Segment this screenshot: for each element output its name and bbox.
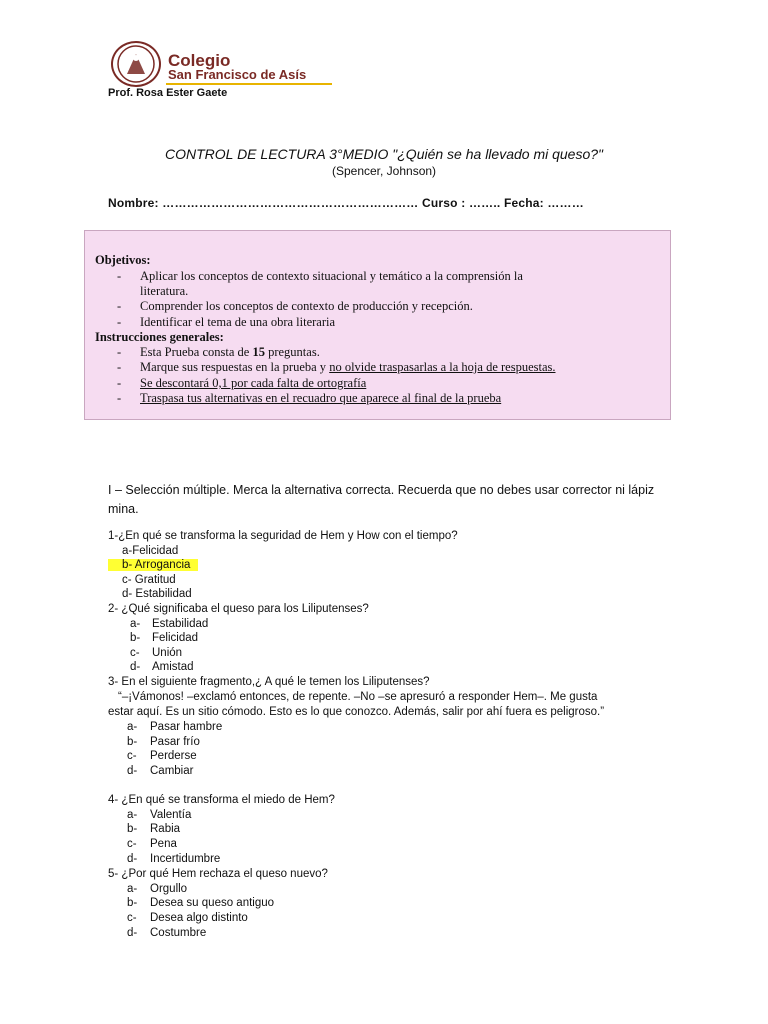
q5-option-c[interactable]: Desea algo distinto xyxy=(150,912,248,924)
q5-option-c-letter: c- xyxy=(127,912,137,924)
school-crest-icon xyxy=(114,44,158,84)
objectives-heading: Objetivos: xyxy=(95,253,151,267)
q1-option-c[interactable]: c- Gratitud xyxy=(122,574,176,586)
question-5: 5- ¿Por qué Hem rechaza el queso nuevo? xyxy=(108,868,328,880)
q4-option-a[interactable]: Valentía xyxy=(150,809,192,821)
q2-option-b-selected[interactable]: Felicidad xyxy=(152,632,199,644)
q5-option-a-letter: a- xyxy=(127,883,138,895)
q3-option-c[interactable]: Perderse xyxy=(150,750,197,762)
document-title: CONTROL DE LECTURA 3°MEDIO "¿Quién se ha llevado mi queso?" xyxy=(164,146,604,162)
school-name-line1: Colegio xyxy=(168,51,231,70)
instruction-item: - Marque sus respuestas en la prueba y no olvide traspasarlas a la hoja de respuestas. xyxy=(117,360,556,374)
school-logo-seal xyxy=(111,41,161,87)
q3-option-c-letter: c- xyxy=(127,750,137,762)
q5-option-b[interactable]: Desea su queso antiguo xyxy=(150,897,275,909)
objective-item-continuation: literatura. xyxy=(140,284,189,298)
q2-option-c[interactable]: Unión xyxy=(152,647,183,659)
q4-option-b-selected[interactable]: Rabia xyxy=(150,823,181,835)
section-heading: I – Selección múltiple. Merca la alternativa correcta. Recuerda que no debes usar corrector ni lápiz mina. xyxy=(108,483,655,516)
q3-option-d-selected[interactable]: Cambiar xyxy=(150,765,194,777)
q1-option-a[interactable]: a-Felicidad xyxy=(122,545,179,557)
q2-option-b-letter: b- xyxy=(130,632,141,644)
student-info-line: Nombre: ……………………………………………………… Curso : …….. Fecha: ……… xyxy=(108,196,584,210)
q4-option-a-letter: a- xyxy=(127,809,138,821)
q4-option-c[interactable]: Pena xyxy=(150,838,177,850)
question-2: 2- ¿Qué significaba el queso para los Liliputenses? xyxy=(108,603,369,615)
q5-option-d[interactable]: Costumbre xyxy=(150,927,207,939)
document-authors: (Spencer, Johnson) xyxy=(331,164,437,178)
logo-underline xyxy=(166,83,332,85)
q1-option-b-selected[interactable]: b- Arrogancia xyxy=(108,559,198,571)
q2-option-d[interactable]: Amistad xyxy=(152,661,194,673)
q5-option-b-letter: b- xyxy=(127,897,138,909)
q2-option-d-letter: d- xyxy=(130,661,141,673)
teacher-name: Prof. Rosa Ester Gaete xyxy=(108,87,228,99)
q3-option-b-letter: b- xyxy=(127,736,138,748)
school-name-line2: San Francisco de Asís xyxy=(168,67,307,82)
question-4: 4- ¿En qué se transforma el miedo de Hem? xyxy=(108,794,335,806)
q3-option-a[interactable]: Pasar hambre xyxy=(150,721,223,733)
instruction-item: - Esta Prueba consta de 15 preguntas. xyxy=(117,345,320,359)
instructions-heading: Instrucciones generales: xyxy=(95,330,224,344)
q4-option-d[interactable]: Incertidumbre xyxy=(150,853,221,865)
q1-option-d[interactable]: d- Estabilidad xyxy=(122,588,192,600)
q2-option-c-letter: c- xyxy=(130,647,140,659)
instruction-item: - Se descontará 0,1 por cada falta de ortografía xyxy=(117,376,367,390)
q3-option-d-letter: d- xyxy=(127,765,138,777)
question-1: 1-¿En qué se transforma la seguridad de Hem y How con el tiempo? xyxy=(108,530,458,542)
q3-quote-line1: “–¡Vámonos! –exclamó entonces, de repente. –No –se apresuró a responder Hem–. Me gusta xyxy=(118,691,598,703)
q2-option-a-letter: a- xyxy=(130,618,141,630)
q4-option-d-letter: d- xyxy=(127,853,138,865)
objectives-box xyxy=(84,230,671,420)
objective-item: - Identificar el tema de una obra literaria xyxy=(117,315,336,329)
q4-option-c-letter: c- xyxy=(127,838,137,850)
objective-item: - Aplicar los conceptos de contexto situacional y temático a la comprensión la xyxy=(117,269,523,283)
instruction-item: - Traspasa tus alternativas en el recuadro que aparece al final de la prueba xyxy=(117,391,502,405)
q4-option-b-letter: b- xyxy=(127,823,138,835)
question-3: 3- En el siguiente fragmento,¿ A qué le temen los Liliputenses? xyxy=(108,676,430,688)
q3-quote-line2: estar aquí. Es un sitio cómodo. Esto es lo que conozco. Además, salir por ahí fuera es peligroso.” xyxy=(108,706,605,718)
q5-option-d-letter: d- xyxy=(127,927,138,939)
q5-option-a-selected[interactable]: Orgullo xyxy=(150,883,188,895)
objective-item: - Comprender los conceptos de contexto de producción y recepción. xyxy=(117,299,473,313)
q3-option-a-letter: a- xyxy=(127,721,138,733)
q2-option-a[interactable]: Estabilidad xyxy=(152,618,209,630)
q3-option-b[interactable]: Pasar frío xyxy=(150,736,200,748)
